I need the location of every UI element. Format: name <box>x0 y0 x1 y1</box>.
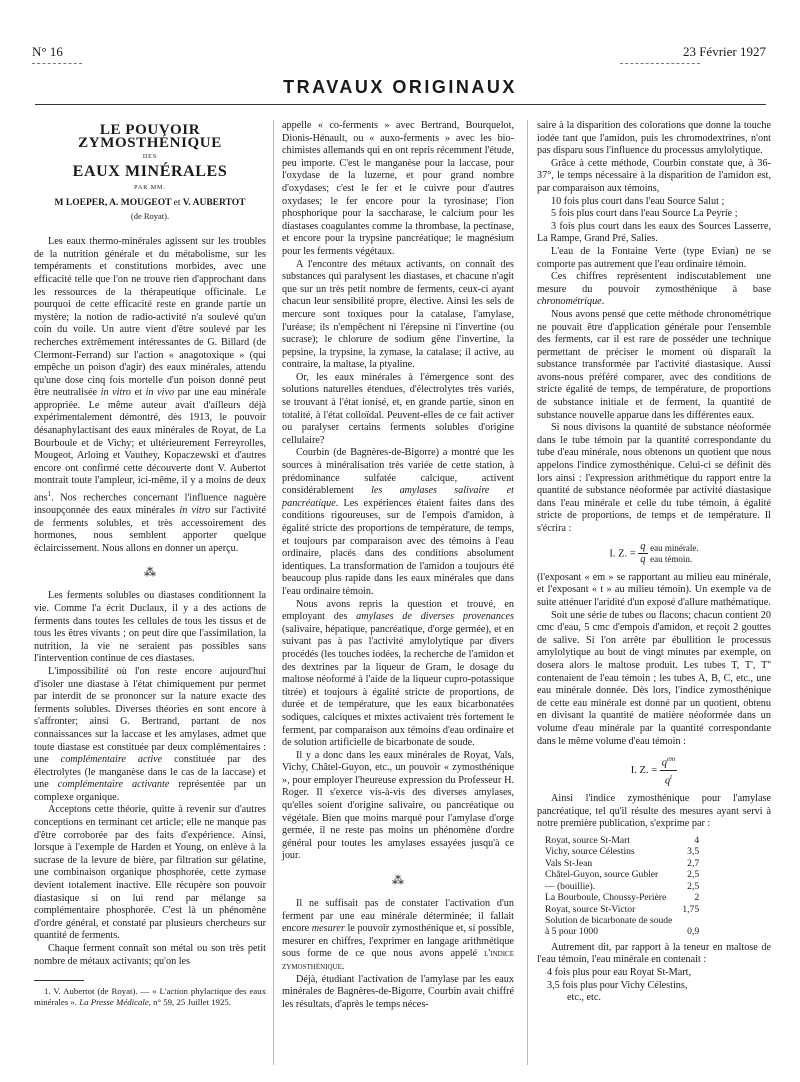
table-row <box>543 858 701 869</box>
issue-number: N° 16 <box>32 44 63 59</box>
paragraph: Ces chiffres représentent indiscutablement une mesure du pouvoir zymosthénique à base chronométrique. <box>537 271 771 308</box>
paragraph: Or, les eaux minérales à l'émergence sont des solutions naturelles étendues, d'électrolytes très variés, se trouvant à l'état ionisé, et, en grande partie, sinon en totalité, à l'état colloïdal. Peuvent-elles de ce fait activer ou paralyser certains ferments solubles d'origine cellulaire? <box>282 371 514 446</box>
paragraph: (l'exposant « em » se rapportant au milieu eau minérale, et l'exposant « t » au milieu témoin). Un exemple va de suite atténuer l'aridité d'un exposé d'allure mathématique. <box>537 571 771 608</box>
source-name: Châtel-Guyon, source Gubler <box>545 869 659 881</box>
section-stars: ⁂ <box>144 565 156 580</box>
article-title-line1: LE POUVOIR ZYMOSTHÉNIQUE <box>78 122 222 151</box>
table-row <box>543 869 701 880</box>
table-row <box>543 846 701 857</box>
source-name: Vals St-Jean <box>545 857 593 869</box>
page-header <box>32 44 766 60</box>
authors-et: et <box>173 197 181 208</box>
paragraph: Grâce à cette méthode, Courbin constate que, à 36-37°, le temps nécessaire à la disparition de l'amidon est, par comparaison aux témoins, <box>537 157 771 194</box>
issue-date: 23 Février 1927 <box>682 44 766 59</box>
article-title-line2: EAUX MINÉRALES <box>72 162 228 180</box>
source-name: La Bourboule, Choussy-Perière <box>545 892 667 904</box>
paragraph: Acceptons cette théorie, quitte à revenir sur d'autres conceptions en terminant cet article; elle ne manque pas d'être corroborée par des faits d'expérience. Ainsi, lorsque à l'exemple de Harden et Young, on enlève à la sucrase de la levure de bière, par filtration sur gélatine, une combinaison organique phosphorée, cette zymase devient totalement inactive. Elle récupère son pouvoir diastasique si on lui rend par mélange sa complémentaire phosphorée. C'est là un phénomène d'ordre général, et constaté par plusieurs chercheurs sur quantité de ferments. <box>34 804 266 942</box>
list-item: 5 fois plus court dans l'eau Source La Peyrie ; <box>551 208 738 220</box>
paragraph: Soit une série de tubes ou flacons; chacun contient 20 cmc d'eau, 5 cmc d'empois d'amidon, et reçoit 2 gouttes de salive. Si l'on arrête par ébullition le processus amylolytique au bout de vingt minutes par exemple, on dosera alors le maltose produit. Les tubes T, T', T'' contenaient de l'eau témoin ; les tubes A, B, C, etc., une eau minérale donnée. Dès lors, l'indice zymosthénique de cette eau minérale est donné par un quotient, obtenu en divisant la quantité de matière néoformée dans un volume d'eau minérale par la quantité correspondante dans le même volume d'eau témoin : <box>537 609 771 747</box>
header-dash-right <box>620 63 700 64</box>
source-name: Royat, source St-Victor <box>545 903 636 915</box>
source-value: 2,5 <box>687 880 700 892</box>
paragraph: L'impossibilité où l'on reste encore aujourd'hui d'isoler une diastase à l'état chimiquement pur permet par interdit de se prononcer sur la nature exacte des ferments solubles. Diverses théories en sont encore à s'affronter; ainsi G. Bertrand, partant de nos connaissances sur la laccase et les amylases, admet que toute diastase est constituée par deux complémentaires : une complémentaire active constituée par des électrolytes (le manganèse dans le cas de la laccase) et une complémentaire activante représentée par un complexe organique. <box>34 665 266 803</box>
source-value: 0,9 <box>687 926 700 938</box>
list-item: 10 fois plus court dans l'eau Source Salut ; <box>551 195 725 207</box>
source-value: 1,75 <box>682 903 700 915</box>
section-title: TRAVAUX ORIGINAUX <box>283 77 517 97</box>
paragraph: saire à la disparition des colorations que donne la touche iodée tant que l'amidon, puis les chromodextrines, n'ont pas disparu sous l'influence du processus amylolytique. <box>537 120 771 157</box>
paragraph: Nous avons pensé que cette méthode chronométrique ne pouvait être d'application générale pour l'ensemble des ferments, car il est rare de posséder une technique permettant de préciser le moment où disparaît la substance transformée par l'activité diastasique. Aussi avons-nous préféré comparer, avec des conditions de stricte égalité de temps, de température, de proportions de substance initiale et de ferment, la quantité de substance nouvelle apparue dans les différentes eaux. <box>537 308 771 421</box>
table-row <box>543 881 701 892</box>
column-1 <box>34 120 266 1007</box>
paragraph: Courbin (de Bagnères-de-Bigorre) a montré que les sources à minéralisation très variée de cette station, à prédominance sulfatée calcique, activent considérablement les amylases salivaire et pancréatique. Les expériences étaient faites dans des conditions rigoureuses, sur de l'empois d'amidon, à égalité stricte des proportions de température, de temps, et toujours par comparaison avec des témoins à l'eau ordinaire, placés dans des conditions absolument identiques. La transformation de l'amidon a toujours été beaucoup plus rapide dans les eaux minérales que dans l'eau ordinaire témoin. <box>282 447 514 597</box>
source-value <box>674 915 701 926</box>
table-row <box>543 835 701 846</box>
source-value: 2,5 <box>687 869 700 881</box>
table-row <box>543 892 701 903</box>
paragraph: L'eau de la Fontaine Verte (type Evian) ne se comporte pas autrement que l'eau ordinaire témoin. <box>537 245 771 270</box>
source-value: 4 <box>694 835 700 847</box>
formula-2: I. Z. = $\frac{q^{em}}{q^t}$ <box>630 755 676 787</box>
list-item: 3,5 fois plus pour Vichy Célestins, <box>547 979 688 991</box>
paragraph: Nous avons repris la question et trouvé, en employant des amylases de diverses provenances (salivaire, hépatique, pancréatique, d'orge germée), et en suivant pas à pas l'activité amylolytique par divers procédés (les touches iodées, la recherche de l'amidon et des dextrines par la liqueur de Gram, le dosage du maltose néoformé à l'aide de la liqueur cupro-potassique titrée) et toujours à égalité stricte de proportions, de durée et de température, que les eaux bicarbonatées sodiques, calciques et mixtes activaient très fortement le ferment, par comparaison aux témoins d'eau ordinaire et de solution artificielle de bicarbonate de soude. <box>282 598 514 749</box>
column-2 <box>282 120 514 1011</box>
article-title-des: DES <box>142 154 158 161</box>
source-name: Solution de bicarbonate de soude <box>545 914 673 926</box>
paragraph: Déjà, étudiant l'activation de l'amylase par les eaux minérales de Bagnères-de-Bigorre, Courbin avait chiffré les résultats, d'après le temps néces- <box>282 973 514 1010</box>
source-name: à 5 pour 1000 <box>545 926 599 938</box>
sources-table <box>543 835 701 938</box>
paragraph: Il ne suffisait pas de constater l'activation d'un ferment par une eau minérale déterminée; il fallait encore mesurer le pouvoir zymosthénique et, si possible, mesurer en chiffres, l'exprimer en langage arithmétique sous forme de ce que nous avons appelé l'indice zymosthénique. <box>282 898 514 972</box>
paragraph: Les ferments solubles ou diastases conditionnent la vie. Comme l'a écrit Duclaux, il y a des actions de ferments dans toutes les cellules de tous les tissus et de tous les êtres vivants ; on peut dire que l'assimilation, la nutrition, la vie ne seraient pas possibles sans l'intervention continue de ces diastases. <box>34 590 266 665</box>
paragraph: appelle « co-ferments » avec Bertrand, Bourquelot, Dionis-Hénault, ou « auxo-ferments » avec les bio-chimistes allemands qui en ont repris récemment l'étude, peu importe. C'est le manganèse pour la laccase, pour l'oxydase de la luzerne, et pour grand nombre d'oxydases; c'est le fer et le cuivre pour d'autres oxydases; le fer encore pour la tyrosinase; l'ion phosphorique pour la saccharase, le calcium pour les diastases coagulantes comme la thrombase, la pectinase, et encore pour la trypsine pancréatique; le magnésium pour les ferments végétaux. <box>282 120 514 257</box>
paragraph: Si nous divisons la quantité de substance néoformée dans le tube témoin par la quantité correspondante du tube d'eau minérale, nous obtenons un quotient que nous appelons l'indice zymosthénique. Celui-ci se définit dès lors ainsi : l'expression arithmétique du rapport entre la quantité de substance néoformée par activité diastasique dans l'eau minérale et celle du tube témoin, à égalité stricte de proportions, de temps et de température. Il s'écrira : <box>537 422 771 534</box>
paragraph: Ainsi l'indice zymosthénique pour l'amylase pancréatique, tel qu'il résulte des mesures ayant servi à notre première publication, s'exprime par : <box>537 793 771 830</box>
article-authors <box>34 197 266 210</box>
paragraph: Il y a donc dans les eaux minérales de Royat, Vals, Vichy, Châtel-Guyon, etc., un pouvoir « zymosthénique », pour employer l'heureuse expression du Professeur H. Roger. Il s'exerce vis-à-vis des diverses amylases, qu'elles soient d'origine salivaire, ou pancréatique ou végétale. Bien que moins marqué pour l'amylase d'orge germée, il ne reste pas moins un phénomène d'ordre général pour toutes les amylases essayées jusqu'à ce jour. <box>282 749 514 862</box>
list-item: 4 fois plus pour eau Royat St-Mart, <box>547 966 692 978</box>
source-value: 2,7 <box>687 857 700 869</box>
footnote: 1. V. Aubertot (de Royat). — « L'action phylactique des eaux minérales ». La Presse Médicale, n° 59, 25 Juillet 1925. <box>34 986 266 1007</box>
source-name: Royat, source St-Mart <box>545 835 630 847</box>
table-row <box>543 904 701 915</box>
footnote-rule <box>34 980 84 981</box>
list-item: 3 fois plus court dans les eaux des Sources Lasserre, La Rampe, Grand Pré, Salies. <box>537 220 771 245</box>
paragraph: A l'encontre des métaux activants, on connaît des substances qui paralysent les diastases, et chacune n'agit que sur un très petit nombre de ferments, ceux-ci ayant chacun leur sensibilité propre, élective. Ainsi les sels de mercure sont toxiques pour la catalase, l'amylase, l'uréase; ils n'empêchent ni l'érepsine ni l'invertine (ou sucrase); le chlorure de sodium gêne l'invertine, la pepsine, la trypsine, la zymase, la catalase; il active, au contraire, la maltase, la ptyaline. <box>282 258 514 371</box>
source-name: Vichy, source Célestins <box>545 846 635 858</box>
source-value: 2 <box>694 892 700 904</box>
paragraph: Autrement dit, par rapport à la teneur en maltose de l'eau témoin, l'eau minérale en contenait : <box>537 941 771 966</box>
title-rule <box>35 104 766 105</box>
header-dash-left <box>32 63 82 64</box>
article-location: (de Royat). <box>130 210 170 221</box>
source-name: — (bouillie). <box>545 880 596 892</box>
section-stars: ⁂ <box>392 873 404 888</box>
table-row <box>543 926 701 937</box>
article-par: PAR MM. <box>134 185 166 192</box>
column-divider <box>527 120 528 1065</box>
authors-b: V. AUBERTOT <box>182 197 246 208</box>
column-divider <box>273 120 274 1065</box>
source-value: 3,5 <box>687 846 700 858</box>
column-3 <box>537 120 771 1005</box>
list-item: etc., etc. <box>567 992 601 1004</box>
authors-a: M LOEPER, A. MOUGEOT <box>54 197 172 208</box>
table-row <box>543 915 701 926</box>
paragraph: Les eaux thermo-minérales agissent sur les troubles de la nutrition générale et du métabolisme, sur les tempéraments et constitutions morbides, avec une efficacité telle que l'on ne trouve rien d'approchant dans les ressources de la thérapeutique officinale. Le pourquoi de cette efficacité reste en grande partie un mystère; la notion de radio-activité n'a soulevé qu'un coin du voile. Un autre vient d'être soulevé par les recherches extrêmement intéressantes de G. Billard (de Clermont-Ferrand) sur l'action « anagotoxique » (qui empêche un poison d'agir) des eaux minérales, attendu qu'une dose cinq fois mortelle d'un poison donné peut être neutralisée in vitro et in vivo par une eau minérale appropriée. Le même auteur avait d'ailleurs déjà expérimentalement démontré, dès 1913, le pouvoir désanaphylactisant des eaux minérales de Royat, de La Bourboule et de Vichy; et ultérieurement Ferreyrolles, Mougeot, Arloing et Vauthey, Kopaczewski et d'autres encore ont confirmé cette découverte dont V. Aubertot montrait toute l'ampleur, ici-même, il y a moins de deux ans$^1$. Nos recherches concernant l'influence naguère insoupçonnée des eaux minérales in vitro sur l'activité de ferments solubles, et très accessoirement des hormones, nous semblent apporter quelque éclaircissement. Nous allons en donner un aperçu. <box>34 236 266 554</box>
formula-1: I. Z. = $\frac{q}{q}$ eau minérale. eau témoin. <box>609 540 699 566</box>
paragraph: Chaque ferment connaît son métal ou son très petit nombre de métaux activants; qu'on les <box>34 943 266 967</box>
